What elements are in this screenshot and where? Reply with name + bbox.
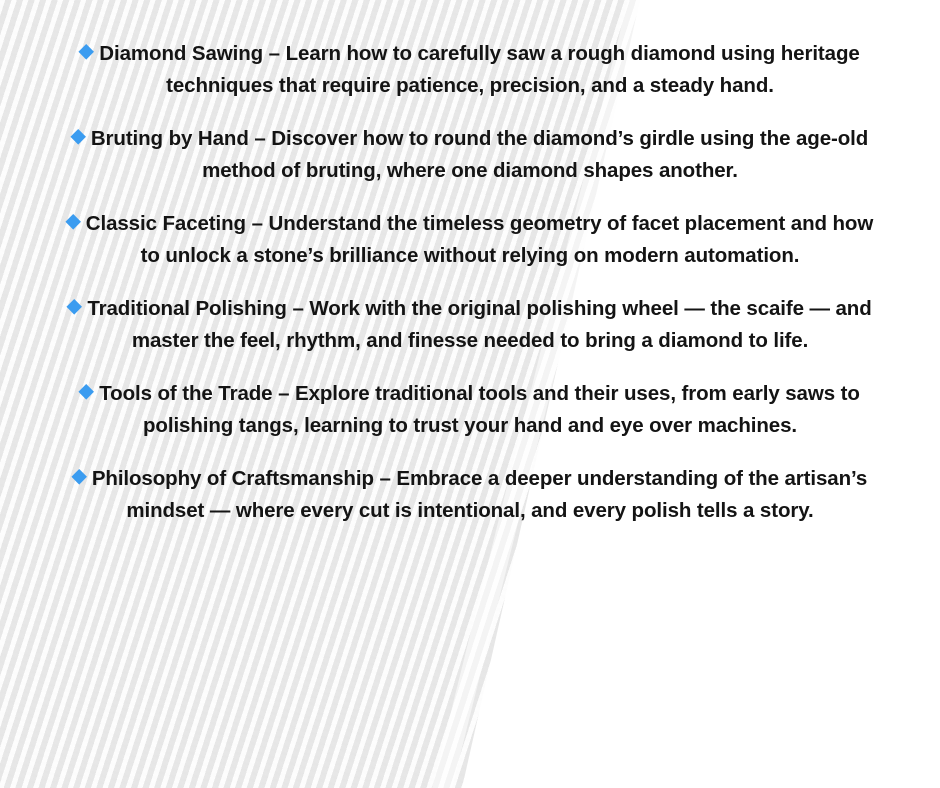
list-item-description: Discover how to round the diamond’s girdle using the age-old method of bruting, where one diamond shapes another. bbox=[202, 126, 869, 182]
diamond-icon bbox=[79, 384, 95, 400]
list-item-separator: – bbox=[278, 381, 290, 405]
list-item-separator: – bbox=[254, 126, 266, 150]
list-item-term: Bruting by Hand bbox=[90, 126, 249, 150]
list-item bbox=[66, 208, 874, 272]
list-item bbox=[66, 38, 874, 102]
list-item-term: Traditional Polishing bbox=[87, 296, 287, 320]
list-item bbox=[66, 463, 874, 527]
list-item-separator: – bbox=[251, 211, 263, 235]
diamond-icon bbox=[67, 299, 83, 315]
list-item-term: Philosophy of Craftsmanship bbox=[91, 466, 374, 490]
list-item-description: Embrace a deeper understanding of the artisan’s mindset — where every cut is intentional, and every polish tells a story. bbox=[126, 466, 868, 522]
list-item-term: Diamond Sawing bbox=[99, 42, 264, 65]
list-item bbox=[66, 123, 874, 187]
list-item-term: Classic Faceting bbox=[85, 211, 246, 235]
list-item bbox=[66, 293, 874, 357]
list-item bbox=[66, 378, 874, 442]
diamond-icon bbox=[79, 44, 95, 60]
list-item-description: Learn how to carefully saw a rough diamond using heritage techniques that require patience, precision, and a steady hand. bbox=[166, 42, 860, 97]
diamond-icon bbox=[70, 129, 86, 145]
list-item-description: Understand the timeless geometry of facet placement and how to unlock a stone’s brilliance without relying on modern automation. bbox=[140, 211, 874, 267]
list-item-separator: – bbox=[379, 466, 391, 490]
list-item-term: Tools of the Trade bbox=[99, 381, 273, 405]
list-item-separator: – bbox=[268, 42, 280, 65]
list-item-description: Explore traditional tools and their uses, from early saws to polishing tangs, learning to trust your hand and eye over machines. bbox=[143, 381, 860, 437]
list-item-separator: – bbox=[292, 296, 304, 320]
diamond-icon bbox=[65, 214, 81, 230]
diamond-icon bbox=[71, 469, 87, 485]
list-item-description: Work with the original polishing wheel — the scaife — and master the feel, rhythm, and finesse needed to bring a diamond to life. bbox=[131, 296, 872, 352]
